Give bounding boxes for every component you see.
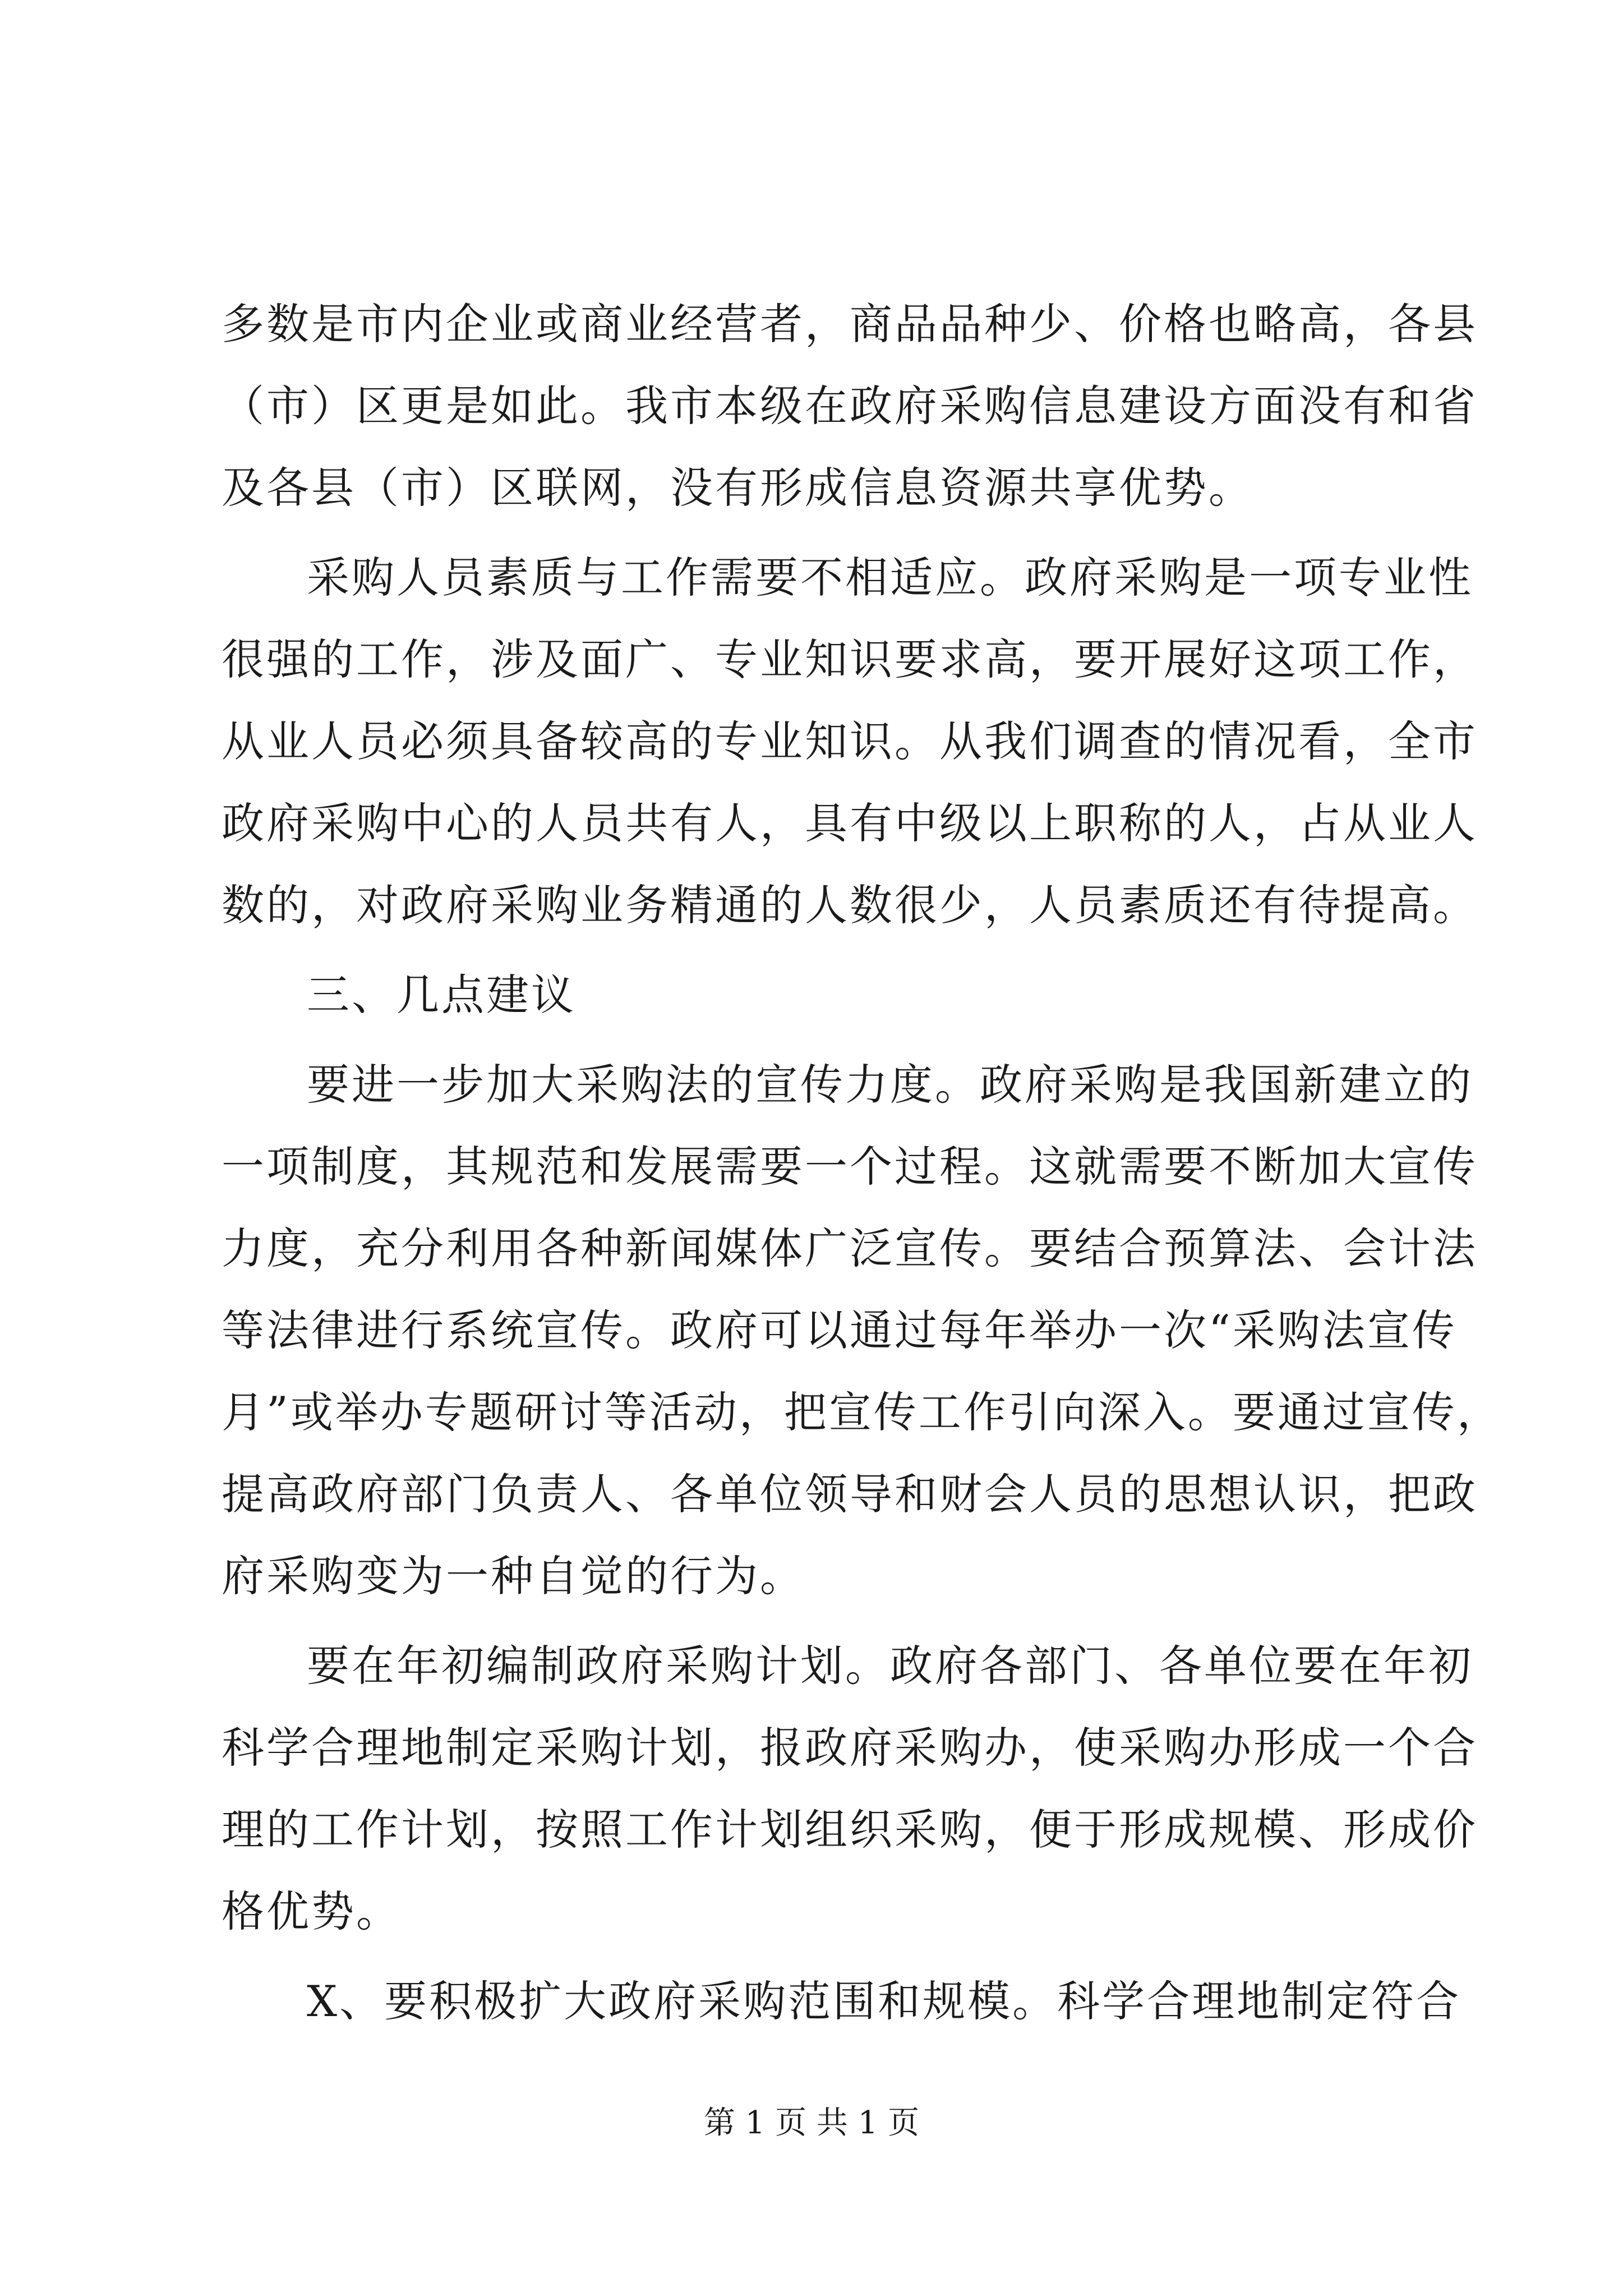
text-line bbox=[222, 1126, 1478, 1208]
text-line-content: 一项制度，其规范和发展需要一个过程。这就需要不断加大宣传 bbox=[222, 1142, 1478, 1191]
text-line bbox=[222, 1453, 1478, 1535]
text-line bbox=[222, 1208, 1478, 1290]
text-line bbox=[222, 1044, 1473, 1126]
text-line bbox=[222, 1535, 1422, 1617]
text-line-content: 要进一步加大采购法的宣传力度。政府采购是我国新建立的 bbox=[307, 1060, 1473, 1110]
text-line-content: 采购人员素质与工作需要不相适应。政府采购是一项专业性 bbox=[307, 553, 1473, 602]
text-line-content: 及各县（市）区联网，没有形成信息资源共享优势。 bbox=[222, 463, 1253, 513]
text-line bbox=[222, 783, 1478, 864]
text-line-content: 从业人员必须具备较高的专业知识。从我们调查的情况看，全市 bbox=[222, 716, 1478, 766]
document-body bbox=[222, 283, 1502, 2042]
text-line-content: 科学合理地制定采购计划，报政府采购办，使采购办形成一个合 bbox=[222, 1723, 1478, 1773]
text-line-content: 提高政府部门负责人、各单位领导和财会人员的思想认识，把政 bbox=[222, 1469, 1478, 1519]
text-line bbox=[222, 1625, 1473, 1707]
text-line bbox=[222, 619, 1478, 701]
text-line-content: 数的，对政府采购业务精通的人数很少，人员素质还有待提高。 bbox=[222, 880, 1478, 930]
section-heading bbox=[222, 954, 1422, 1036]
text-line-content: 多数是市内企业或商业经营者，商品品种少、价格也略高，各县 bbox=[222, 299, 1478, 349]
paragraph-1 bbox=[222, 283, 1478, 529]
text-line bbox=[222, 864, 1478, 946]
text-line-content: 政府采购中心的人员共有人，具有中级以上职称的人，占从业人 bbox=[222, 798, 1478, 848]
text-line-content: （市）区更是如此。我市本级在政府采购信息建设方面没有和省 bbox=[222, 381, 1478, 431]
text-line bbox=[222, 283, 1478, 365]
text-line bbox=[222, 1961, 1461, 2042]
paragraph-2 bbox=[222, 537, 1478, 946]
text-line bbox=[222, 365, 1478, 447]
text-line bbox=[222, 1789, 1478, 1871]
text-line bbox=[222, 701, 1478, 783]
text-line bbox=[222, 1707, 1478, 1789]
text-line bbox=[222, 1372, 1502, 1453]
paragraph-5 bbox=[222, 1625, 1478, 1953]
text-line-content: 月”或举办专题研讨等活动，把宣传工作引向深入。要通过宣传， bbox=[222, 1387, 1502, 1437]
text-line-content: 要在年初编制政府采购计划。政府各部门、各单位要在年初 bbox=[307, 1641, 1473, 1691]
text-line bbox=[222, 954, 1422, 1036]
text-line-content: 力度，充分利用各种新闻媒体广泛宣传。要结合预算法、会计法 bbox=[222, 1223, 1478, 1273]
text-line-content: 三、几点建议 bbox=[307, 970, 576, 1020]
paragraph-6 bbox=[222, 1961, 1461, 2042]
text-line bbox=[222, 1871, 1422, 1953]
text-line-content: 理的工作计划，按照工作计划组织采购，便于形成规模、形成价 bbox=[222, 1805, 1478, 1855]
text-line-content: 很强的工作，涉及面广、专业知识要求高，要开展好这项工作， bbox=[222, 634, 1478, 684]
text-line bbox=[222, 1290, 1457, 1372]
page-footer: 第 1 页 共 1 页 bbox=[703, 2105, 920, 2141]
paragraph-4 bbox=[222, 1044, 1502, 1617]
text-line-content: 格优势。 bbox=[222, 1887, 401, 1936]
text-line bbox=[222, 447, 1422, 529]
text-line-content: 府采购变为一种自觉的行为。 bbox=[222, 1551, 805, 1601]
text-line bbox=[222, 537, 1473, 619]
text-line-content: 等法律进行系统宣传。政府可以通过每年举办一次“采购法宣传 bbox=[222, 1305, 1457, 1355]
text-line-content: X、要积极扩大政府采购范围和规模。科学合理地制定符合 bbox=[307, 1976, 1461, 2026]
